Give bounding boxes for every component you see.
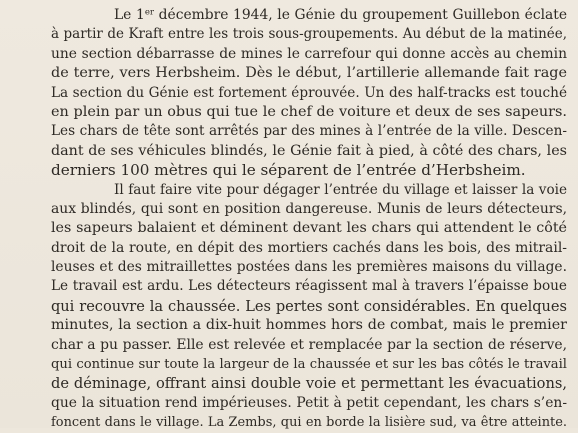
text-line: en plein par un obus qui tue le chef de voiture et deux de ses sapeurs.: [51, 103, 567, 120]
text-line: que la situation rend impérieuses. Petit à petit cependant, les chars s’en-: [51, 394, 567, 411]
text-line: qui recouvre la chaussée. Les pertes sont considérables. En quelques: [51, 297, 567, 315]
text-line: La section du Génie est fortement éprouvée. Un des half-tracks est touché: [51, 84, 567, 101]
text-fragment: Le 1: [114, 7, 145, 23]
text-line: à partir de Kraft entre les trois sous-groupements. Au début de la matinée,: [51, 26, 567, 43]
superscript: er: [144, 7, 155, 18]
text-line: Les chars de tête sont arrêtés par des mines à l’entrée de la ville. Descen-: [51, 123, 567, 140]
text-line: char a pu passer. Elle est relevée et remplacée par la section de réserve,: [51, 336, 567, 353]
text-line: aux blindés, qui sont en position dangereuse. Munis de leurs détecteurs,: [51, 200, 567, 217]
text-line: de terre, vers Herbsheim. Dès le début, l’artillerie allemande fait rage: [51, 65, 567, 82]
text-line: les sapeurs balaient et déminent devant les chars qui attendent le côté: [51, 220, 567, 237]
text-line: foncent dans le village. La Zembs, qui en borde la lisière sud, va être atteinte.: [51, 415, 567, 431]
text-line: leuses et des mitraillettes postées dans les premières maisons du village.: [51, 259, 567, 276]
text-line: une section débarrasse de mines le carrefour qui donne accès au chemin: [51, 45, 567, 62]
text-line: dant de ses véhicules blindés, le Génie fait à pied, à côté des chars, les: [51, 142, 567, 159]
text-line: qui continue sur toute la largeur de la chaussée et sur les bas côtés le travail: [51, 357, 567, 373]
text-line: derniers 100 mètres qui le séparent de l’entrée d’Herbsheim.: [51, 161, 526, 180]
text-line: droit de la route, en dépit des mortiers cachés dans les bois, des mitrail-: [51, 239, 567, 256]
text-fragment: décembre 1944, le Génie du groupement Guillebon éclate: [154, 7, 568, 23]
text-line: Il faut faire vite pour dégager l’entrée du village et laisser la voie: [114, 181, 567, 198]
paragraph-2: [51, 181, 567, 433]
text-line: Le travail est ardu. Les détecteurs réagissent mal à travers l’épaisse boue: [51, 278, 567, 295]
text-line: de déminage, offrant ainsi double voie et permettant les évacuations,: [51, 375, 567, 393]
text-line: [51, 6, 567, 25]
text-line: minutes, la section a dix-huit hommes hors de combat, mais le premier: [51, 317, 567, 334]
paragraph-1: [51, 6, 567, 181]
page-text: [51, 6, 567, 433]
